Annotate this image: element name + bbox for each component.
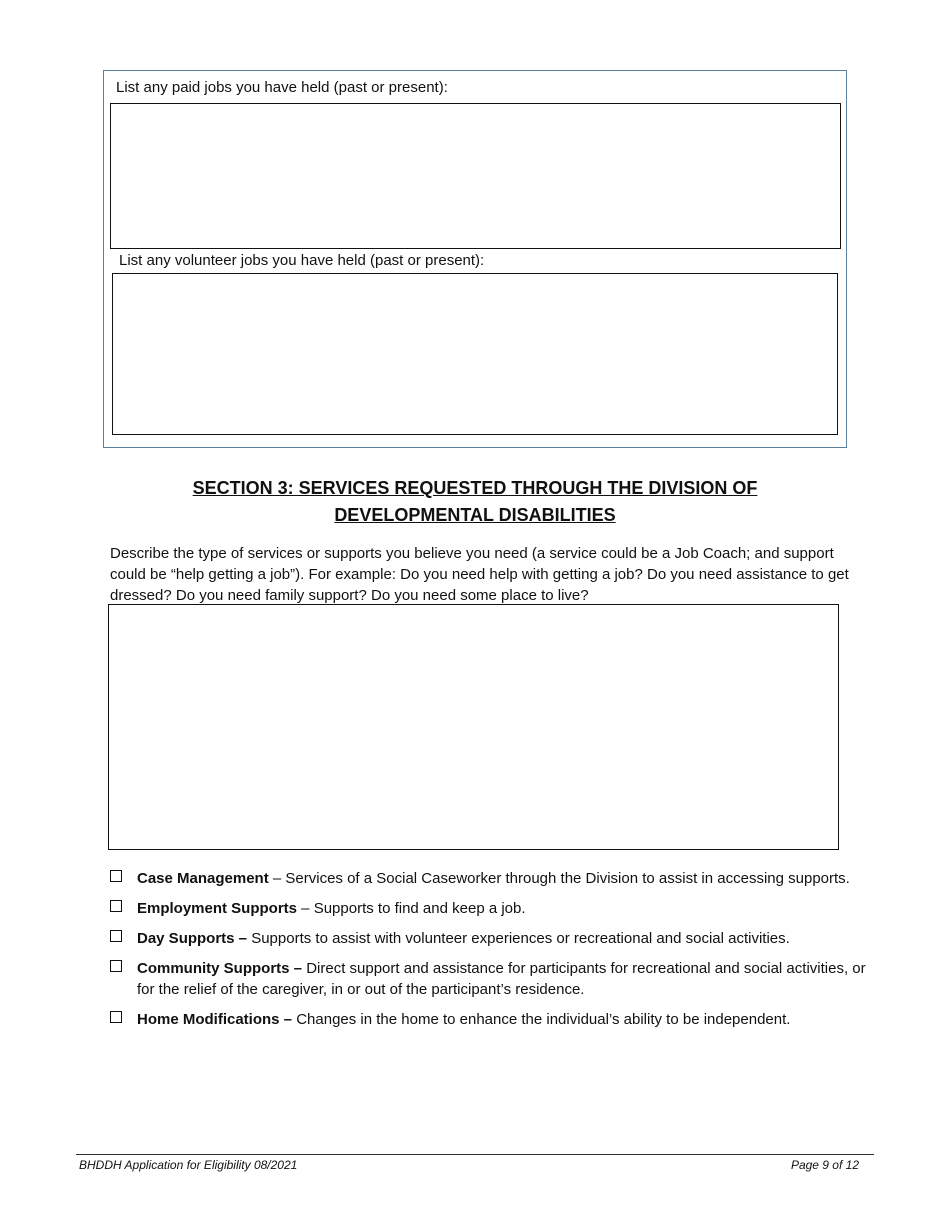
option-text: Supports to find and keep a job. — [313, 900, 526, 917]
option-name: Home Modifications – — [137, 1011, 293, 1028]
services-description: Describe the type of services or supports you believe you need (a service could be a Job Coach; and support could be “help getting a job”). For example: Do you need help with getting a job? Do you need assistance to get dressed? Do you need family support? Do you need some place to live? — [110, 545, 849, 604]
option-text: Supports to assist with volunteer experiences or recreational and social activities. — [251, 930, 790, 947]
section-title-line1: SECTION 3: SERVICES REQUESTED THROUGH THE DIVISION OF — [192, 478, 758, 498]
footer-page-number: Page 9 of 12 — [790, 1158, 859, 1172]
checkbox[interactable] — [110, 1011, 122, 1023]
checkbox[interactable] — [110, 870, 122, 882]
checkbox[interactable] — [110, 930, 122, 942]
option-name: Employment Supports — [137, 900, 298, 917]
footer-divider — [76, 1154, 874, 1155]
paid-jobs-label: List any paid jobs you have held (past or present): — [116, 79, 448, 96]
option-text: Changes in the home to enhance the individual’s ability to be independent. — [296, 1011, 791, 1028]
option-name: Day Supports – — [137, 930, 248, 947]
checkbox[interactable] — [110, 900, 122, 912]
volunteer-jobs-label: List any volunteer jobs you have held (past or present): — [119, 252, 485, 269]
paid-jobs-field[interactable] — [110, 103, 841, 249]
section-title-line2: DEVELOPMENTAL DISABILITIES — [334, 505, 616, 525]
option-text: Direct support and assistance for participants for recreational and social activities, or for the relief of the caregiver, in or out of the participant’s residence. — [137, 960, 866, 998]
checkbox[interactable] — [110, 960, 122, 972]
volunteer-jobs-field[interactable] — [112, 273, 838, 435]
option-name: Community Supports – — [137, 960, 303, 977]
services-needed-field[interactable] — [108, 604, 839, 850]
option-name: Case Management — [137, 870, 269, 887]
option-text: Services of a Social Caseworker through the Division to assist in accessing supports. — [285, 870, 850, 887]
footer-form-id: BHDDH Application for Eligibility 08/2021 — [79, 1158, 298, 1172]
